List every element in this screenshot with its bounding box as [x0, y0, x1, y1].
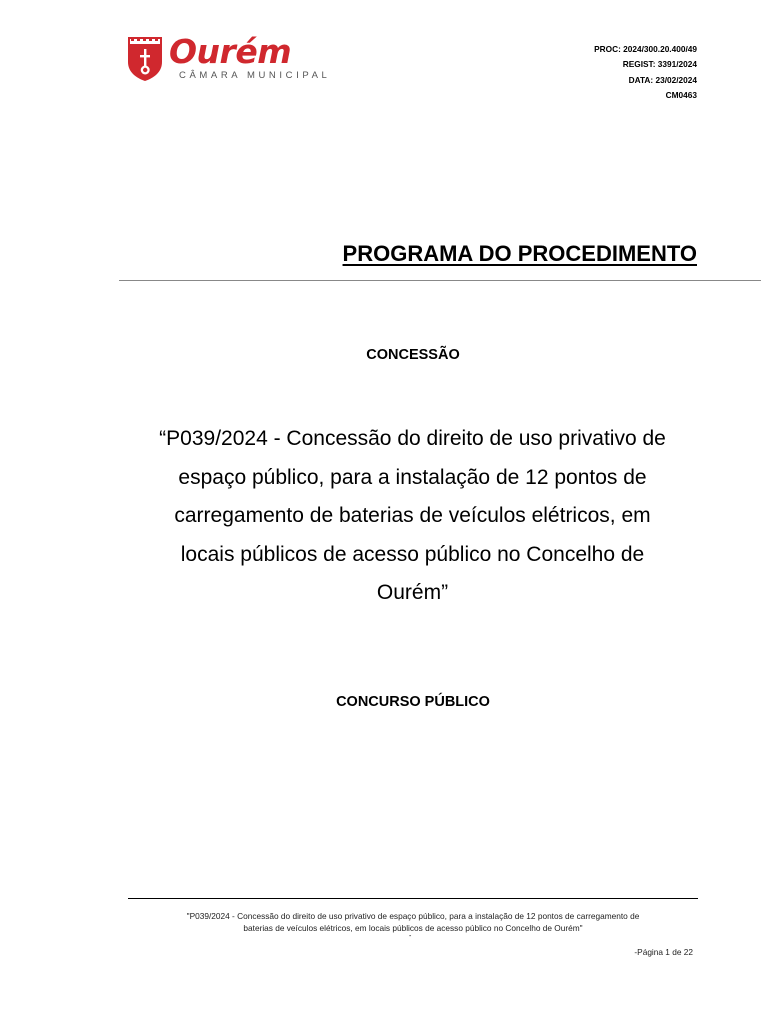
- footer-mark: -: [409, 933, 412, 940]
- footer-line: baterias de veículos elétricos, em locais públicos de acesso público no Concelho de Ourém": [243, 922, 583, 933]
- description-line: “P039/2024 - Concessão do direito de uso privativo de: [159, 427, 666, 450]
- footer-text: [128, 911, 698, 934]
- footer-line: "P039/2024 - Concessão do direito de uso privativo de espaço público, para a instalação de 12 pontos de carregamento de: [186, 911, 640, 921]
- logo-subtitle: CÂMARA MUNICIPAL: [179, 70, 331, 81]
- shield-icon: [127, 36, 163, 82]
- regist-number: REGIST: 3391/2024: [622, 59, 697, 70]
- document-date: DATA: 23/02/2024: [628, 74, 697, 85]
- document-meta: [594, 42, 697, 103]
- procedure-description: [119, 420, 706, 613]
- page-number: -Página 1 de 22: [634, 947, 693, 957]
- description-line: locais públicos de acesso público no Concelho de: [180, 542, 645, 566]
- page-title: PROGRAMA DO PROCEDIMENTO: [342, 241, 697, 266]
- proc-number: PROC: 2024/300.20.400/49: [594, 44, 697, 54]
- logo: [127, 32, 331, 86]
- description-line: Ourém”: [376, 581, 449, 604]
- document-code: CM0463: [665, 89, 697, 100]
- section-heading-concession: CONCESSÃO: [366, 347, 460, 363]
- title-divider: [119, 280, 761, 281]
- section-heading-tender: CONCURSO PÚBLICO: [336, 694, 490, 710]
- description-line: espaço público, para a instalação de 12 pontos de: [178, 465, 647, 489]
- logo-name: Ourém: [169, 32, 292, 71]
- description-line: carregamento de baterias de veículos elétricos, em: [174, 504, 651, 527]
- footer-divider: [128, 898, 698, 899]
